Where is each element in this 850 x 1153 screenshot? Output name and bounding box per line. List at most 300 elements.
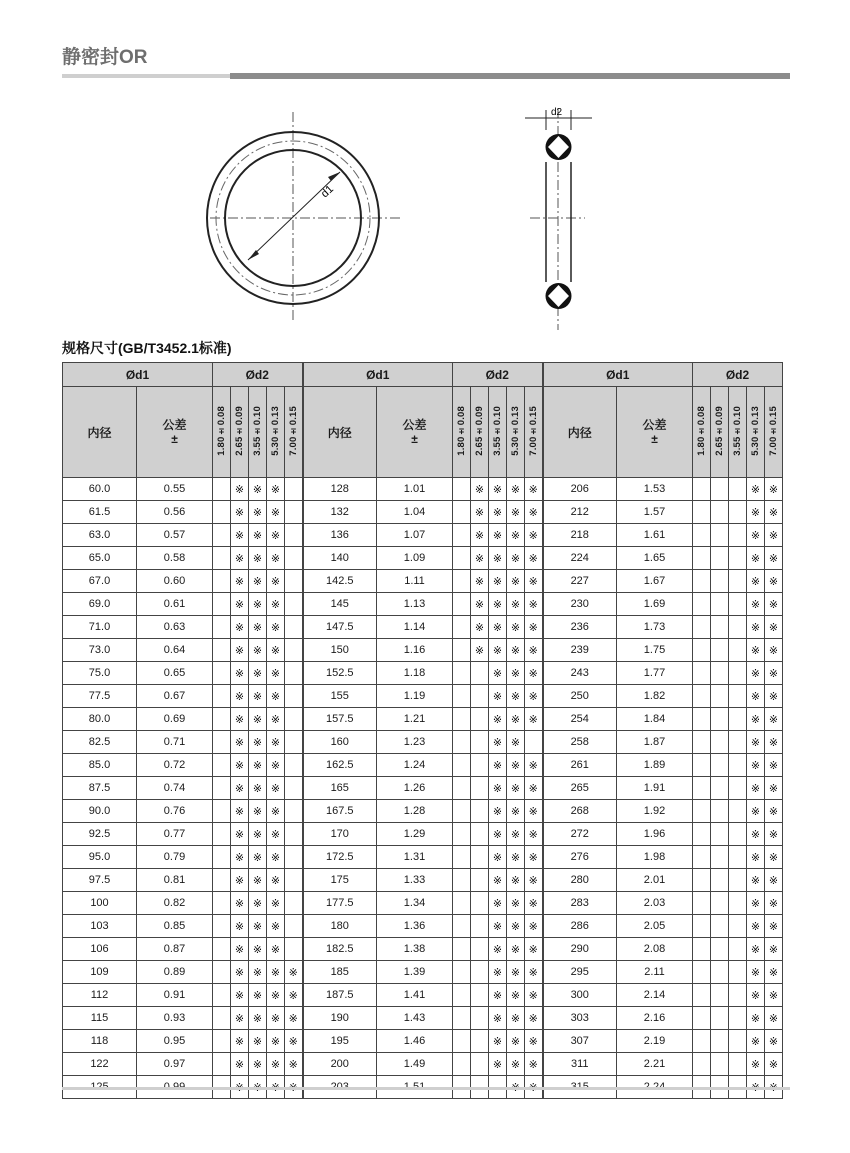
cell-availability-mark — [729, 616, 747, 639]
cell-availability-mark: ※ — [747, 616, 765, 639]
cell-availability-mark: ※ — [507, 524, 525, 547]
cell-inner-diameter: 100 — [63, 892, 137, 915]
cell-availability-mark — [693, 1007, 711, 1030]
header-tolerance — [377, 387, 453, 478]
cell-availability-mark: ※ — [489, 892, 507, 915]
cell-availability-mark: ※ — [747, 1053, 765, 1076]
cell-availability-mark: ※ — [249, 1053, 267, 1076]
cell-availability-mark: ※ — [267, 961, 285, 984]
cell-availability-mark: ※ — [765, 984, 783, 1007]
cell-availability-mark: ※ — [231, 1007, 249, 1030]
header-d2-size — [249, 387, 267, 478]
table-row — [63, 639, 783, 662]
table-row — [63, 547, 783, 570]
cell-availability-mark: ※ — [267, 823, 285, 846]
cell-availability-mark: ※ — [231, 708, 249, 731]
cell-inner-diameter: 300 — [543, 984, 617, 1007]
d2-size-label: 2.65±0.09 — [714, 405, 725, 456]
cell-availability-mark: ※ — [765, 478, 783, 501]
cell-availability-mark: ※ — [231, 639, 249, 662]
cell-availability-mark: ※ — [231, 731, 249, 754]
cell-availability-mark — [213, 524, 231, 547]
header-d2-size — [729, 387, 747, 478]
cell-availability-mark: ※ — [489, 1030, 507, 1053]
cell-inner-diameter: 112 — [63, 984, 137, 1007]
cell-availability-mark: ※ — [525, 616, 543, 639]
cell-availability-mark — [471, 731, 489, 754]
cell-inner-diameter: 118 — [63, 1030, 137, 1053]
cell-availability-mark: ※ — [507, 915, 525, 938]
cell-availability-mark: ※ — [747, 777, 765, 800]
o-ring-diagram — [200, 100, 620, 330]
cell-availability-mark — [525, 731, 543, 754]
tolerance-sign: ± — [411, 432, 418, 446]
cell-availability-mark: ※ — [249, 547, 267, 570]
cell-availability-mark: ※ — [747, 938, 765, 961]
cell-availability-mark: ※ — [507, 685, 525, 708]
cell-availability-mark — [453, 823, 471, 846]
cell-availability-mark: ※ — [765, 708, 783, 731]
cell-availability-mark: ※ — [747, 800, 765, 823]
cell-availability-mark: ※ — [747, 892, 765, 915]
cell-availability-mark: ※ — [489, 938, 507, 961]
cell-tolerance: 1.04 — [377, 501, 453, 524]
cell-inner-diameter: 177.5 — [303, 892, 377, 915]
cell-availability-mark: ※ — [267, 501, 285, 524]
cell-availability-mark: ※ — [507, 639, 525, 662]
header-d1: Ød1 — [543, 363, 693, 387]
cell-inner-diameter: 218 — [543, 524, 617, 547]
cell-tolerance: 1.13 — [377, 593, 453, 616]
d2-size-label: 5.30±0.13 — [750, 405, 761, 456]
cell-inner-diameter: 311 — [543, 1053, 617, 1076]
cell-availability-mark: ※ — [525, 639, 543, 662]
cell-availability-mark: ※ — [249, 593, 267, 616]
cell-availability-mark: ※ — [765, 524, 783, 547]
cell-availability-mark — [471, 708, 489, 731]
cell-availability-mark: ※ — [471, 501, 489, 524]
cell-availability-mark: ※ — [765, 915, 783, 938]
cell-availability-mark: ※ — [765, 685, 783, 708]
cell-tolerance: 0.64 — [137, 639, 213, 662]
cell-availability-mark — [471, 800, 489, 823]
cell-availability-mark: ※ — [507, 961, 525, 984]
section-heading: 规格尺寸(GB/T3452.1标准) — [62, 340, 232, 356]
cell-availability-mark: ※ — [285, 1007, 303, 1030]
cell-availability-mark: ※ — [525, 478, 543, 501]
cell-availability-mark: ※ — [525, 501, 543, 524]
cell-availability-mark — [285, 708, 303, 731]
cell-availability-mark: ※ — [525, 800, 543, 823]
cell-availability-mark — [453, 616, 471, 639]
table-row — [63, 800, 783, 823]
cell-tolerance: 0.67 — [137, 685, 213, 708]
cell-availability-mark: ※ — [231, 685, 249, 708]
cell-availability-mark: ※ — [285, 984, 303, 1007]
cell-inner-diameter: 182.5 — [303, 938, 377, 961]
cell-tolerance: 1.69 — [617, 593, 693, 616]
cell-availability-mark — [729, 501, 747, 524]
cell-tolerance: 0.76 — [137, 800, 213, 823]
cell-availability-mark — [285, 846, 303, 869]
header-d2-size — [231, 387, 249, 478]
cell-tolerance: 0.61 — [137, 593, 213, 616]
cell-availability-mark — [711, 616, 729, 639]
cell-availability-mark: ※ — [489, 501, 507, 524]
cell-availability-mark — [711, 892, 729, 915]
cell-tolerance: 1.82 — [617, 685, 693, 708]
cell-availability-mark: ※ — [249, 478, 267, 501]
cell-availability-mark: ※ — [267, 547, 285, 570]
cell-availability-mark: ※ — [249, 708, 267, 731]
cell-availability-mark: ※ — [231, 547, 249, 570]
cell-availability-mark — [693, 593, 711, 616]
header-tolerance — [617, 387, 693, 478]
cell-availability-mark: ※ — [249, 984, 267, 1007]
cell-availability-mark: ※ — [267, 984, 285, 1007]
cell-availability-mark — [453, 869, 471, 892]
cell-availability-mark — [453, 570, 471, 593]
cell-tolerance: 0.63 — [137, 616, 213, 639]
cell-availability-mark — [471, 1007, 489, 1030]
cell-availability-mark — [711, 501, 729, 524]
cell-inner-diameter: 136 — [303, 524, 377, 547]
cell-inner-diameter: 230 — [543, 593, 617, 616]
cell-tolerance: 0.74 — [137, 777, 213, 800]
cell-inner-diameter: 69.0 — [63, 593, 137, 616]
header-d2-size — [453, 387, 471, 478]
cell-inner-diameter: 82.5 — [63, 731, 137, 754]
cell-availability-mark — [471, 662, 489, 685]
cell-availability-mark — [729, 800, 747, 823]
cell-inner-diameter: 258 — [543, 731, 617, 754]
cell-tolerance: 2.14 — [617, 984, 693, 1007]
tolerance-sign: ± — [651, 432, 658, 446]
cell-tolerance: 1.91 — [617, 777, 693, 800]
cell-tolerance: 1.23 — [377, 731, 453, 754]
cell-availability-mark: ※ — [249, 570, 267, 593]
cell-availability-mark — [729, 846, 747, 869]
header-d2-size — [507, 387, 525, 478]
cell-availability-mark — [471, 915, 489, 938]
cell-tolerance: 0.91 — [137, 984, 213, 1007]
o-ring-section-view — [525, 107, 592, 330]
cell-inner-diameter: 140 — [303, 547, 377, 570]
cell-availability-mark: ※ — [471, 616, 489, 639]
cell-inner-diameter: 63.0 — [63, 524, 137, 547]
cell-availability-mark: ※ — [507, 984, 525, 1007]
cell-availability-mark — [471, 1030, 489, 1053]
cell-tolerance: 0.60 — [137, 570, 213, 593]
cell-availability-mark: ※ — [231, 823, 249, 846]
cell-inner-diameter: 212 — [543, 501, 617, 524]
cell-availability-mark — [693, 731, 711, 754]
cell-availability-mark — [453, 547, 471, 570]
cell-tolerance: 0.93 — [137, 1007, 213, 1030]
cell-availability-mark: ※ — [489, 616, 507, 639]
cell-availability-mark: ※ — [765, 570, 783, 593]
cell-availability-mark: ※ — [267, 1053, 285, 1076]
cell-availability-mark — [213, 823, 231, 846]
cell-availability-mark: ※ — [231, 892, 249, 915]
cell-availability-mark — [711, 570, 729, 593]
cell-availability-mark — [693, 961, 711, 984]
cell-availability-mark: ※ — [267, 915, 285, 938]
cell-availability-mark: ※ — [747, 593, 765, 616]
cell-availability-mark — [453, 961, 471, 984]
cell-availability-mark — [693, 639, 711, 662]
cell-availability-mark — [711, 547, 729, 570]
cell-tolerance: 1.65 — [617, 547, 693, 570]
cell-availability-mark: ※ — [525, 1030, 543, 1053]
cell-availability-mark — [213, 685, 231, 708]
cell-tolerance: 1.18 — [377, 662, 453, 685]
cell-availability-mark: ※ — [489, 547, 507, 570]
cell-availability-mark: ※ — [765, 501, 783, 524]
cell-availability-mark: ※ — [525, 1007, 543, 1030]
cell-availability-mark — [729, 984, 747, 1007]
cell-availability-mark: ※ — [747, 639, 765, 662]
cell-availability-mark — [285, 892, 303, 915]
cell-availability-mark: ※ — [525, 915, 543, 938]
cell-availability-mark — [453, 731, 471, 754]
cell-availability-mark — [453, 685, 471, 708]
table-row — [63, 1007, 783, 1030]
cell-availability-mark: ※ — [525, 869, 543, 892]
header-d2-size — [213, 387, 231, 478]
cell-availability-mark: ※ — [231, 754, 249, 777]
cell-tolerance: 2.08 — [617, 938, 693, 961]
cell-tolerance: 0.89 — [137, 961, 213, 984]
cell-availability-mark — [213, 984, 231, 1007]
header-inner-diameter: 内径 — [543, 387, 617, 478]
cell-availability-mark: ※ — [267, 1007, 285, 1030]
cell-availability-mark: ※ — [507, 1030, 525, 1053]
cell-availability-mark — [729, 1053, 747, 1076]
cell-availability-mark — [285, 823, 303, 846]
d2-size-label: 3.55±0.10 — [252, 405, 263, 456]
cell-tolerance: 0.69 — [137, 708, 213, 731]
cell-tolerance: 1.75 — [617, 639, 693, 662]
cell-availability-mark — [471, 685, 489, 708]
cell-availability-mark — [729, 961, 747, 984]
cell-availability-mark — [285, 593, 303, 616]
cell-availability-mark — [711, 593, 729, 616]
cell-tolerance: 1.34 — [377, 892, 453, 915]
cell-inner-diameter: 67.0 — [63, 570, 137, 593]
cell-availability-mark: ※ — [471, 524, 489, 547]
cell-inner-diameter: 80.0 — [63, 708, 137, 731]
cell-tolerance: 2.05 — [617, 915, 693, 938]
cell-availability-mark: ※ — [747, 478, 765, 501]
cell-availability-mark: ※ — [747, 915, 765, 938]
cell-availability-mark: ※ — [747, 547, 765, 570]
header-tolerance — [137, 387, 213, 478]
cell-availability-mark: ※ — [267, 1030, 285, 1053]
cell-availability-mark: ※ — [231, 938, 249, 961]
cell-availability-mark: ※ — [231, 570, 249, 593]
d2-size-label: 7.00±0.15 — [527, 405, 539, 456]
cell-tolerance: 1.26 — [377, 777, 453, 800]
cell-inner-diameter: 65.0 — [63, 547, 137, 570]
cell-availability-mark — [729, 869, 747, 892]
cell-tolerance: 2.11 — [617, 961, 693, 984]
cell-availability-mark: ※ — [267, 800, 285, 823]
cell-availability-mark: ※ — [507, 593, 525, 616]
cell-availability-mark: ※ — [765, 1007, 783, 1030]
cell-availability-mark — [729, 685, 747, 708]
cell-availability-mark: ※ — [525, 961, 543, 984]
cell-inner-diameter: 250 — [543, 685, 617, 708]
cell-availability-mark — [471, 777, 489, 800]
table-row — [63, 1030, 783, 1053]
cell-inner-diameter: 150 — [303, 639, 377, 662]
cell-availability-mark: ※ — [507, 777, 525, 800]
cell-tolerance: 1.43 — [377, 1007, 453, 1030]
cell-inner-diameter: 224 — [543, 547, 617, 570]
cell-availability-mark — [453, 754, 471, 777]
cell-inner-diameter: 185 — [303, 961, 377, 984]
cell-availability-mark — [471, 1053, 489, 1076]
cell-availability-mark — [213, 731, 231, 754]
spec-table — [62, 362, 783, 1099]
cell-availability-mark — [285, 478, 303, 501]
cell-tolerance: 1.21 — [377, 708, 453, 731]
cell-availability-mark — [693, 846, 711, 869]
cell-inner-diameter: 160 — [303, 731, 377, 754]
cell-availability-mark: ※ — [525, 984, 543, 1007]
tolerance-label: 公差 — [642, 418, 667, 432]
cell-availability-mark — [285, 501, 303, 524]
cell-availability-mark — [711, 1007, 729, 1030]
cell-availability-mark: ※ — [267, 570, 285, 593]
cell-availability-mark — [729, 754, 747, 777]
cell-availability-mark: ※ — [231, 1053, 249, 1076]
cell-availability-mark: ※ — [285, 1030, 303, 1053]
cell-availability-mark — [453, 524, 471, 547]
d2-size-label: 7.00±0.15 — [287, 405, 299, 456]
cell-availability-mark — [729, 570, 747, 593]
cell-availability-mark — [453, 846, 471, 869]
cell-availability-mark — [285, 800, 303, 823]
o-ring-front-view — [207, 112, 400, 320]
cell-availability-mark — [711, 984, 729, 1007]
cell-availability-mark: ※ — [231, 915, 249, 938]
cell-tolerance: 1.73 — [617, 616, 693, 639]
cell-availability-mark — [729, 777, 747, 800]
table-row — [63, 823, 783, 846]
cell-availability-mark: ※ — [525, 593, 543, 616]
cell-availability-mark — [693, 938, 711, 961]
cell-tolerance: 0.97 — [137, 1053, 213, 1076]
cell-availability-mark — [285, 547, 303, 570]
cell-availability-mark — [285, 869, 303, 892]
cell-availability-mark: ※ — [525, 823, 543, 846]
table-row — [63, 777, 783, 800]
cell-availability-mark: ※ — [747, 662, 765, 685]
header-d2-size — [765, 387, 783, 478]
cell-inner-diameter: 200 — [303, 1053, 377, 1076]
cell-availability-mark: ※ — [489, 777, 507, 800]
cell-availability-mark: ※ — [489, 685, 507, 708]
cell-tolerance: 1.67 — [617, 570, 693, 593]
cell-availability-mark: ※ — [507, 547, 525, 570]
cell-tolerance: 1.16 — [377, 639, 453, 662]
cell-availability-mark: ※ — [525, 1053, 543, 1076]
cell-availability-mark: ※ — [231, 501, 249, 524]
cell-inner-diameter: 227 — [543, 570, 617, 593]
cell-availability-mark: ※ — [747, 823, 765, 846]
cell-availability-mark — [711, 777, 729, 800]
cell-availability-mark: ※ — [765, 1053, 783, 1076]
cell-availability-mark — [453, 777, 471, 800]
cell-availability-mark: ※ — [747, 754, 765, 777]
cell-tolerance: 2.16 — [617, 1007, 693, 1030]
cell-tolerance: 0.85 — [137, 915, 213, 938]
header-d2-size — [711, 387, 729, 478]
cell-availability-mark — [213, 708, 231, 731]
cell-availability-mark — [285, 915, 303, 938]
cell-availability-mark: ※ — [267, 708, 285, 731]
cell-availability-mark: ※ — [489, 1007, 507, 1030]
cell-availability-mark — [693, 524, 711, 547]
cell-availability-mark: ※ — [525, 892, 543, 915]
cell-tolerance: 2.19 — [617, 1030, 693, 1053]
cell-availability-mark — [213, 639, 231, 662]
cell-tolerance: 2.01 — [617, 869, 693, 892]
cell-tolerance: 0.79 — [137, 846, 213, 869]
cell-availability-mark — [711, 869, 729, 892]
cell-availability-mark: ※ — [489, 915, 507, 938]
cell-availability-mark: ※ — [747, 984, 765, 1007]
title-underline-dark — [230, 73, 790, 79]
table-row — [63, 1053, 783, 1076]
cell-inner-diameter: 95.0 — [63, 846, 137, 869]
cell-availability-mark: ※ — [249, 915, 267, 938]
cell-availability-mark: ※ — [267, 731, 285, 754]
cell-availability-mark — [471, 823, 489, 846]
cell-availability-mark — [453, 478, 471, 501]
cell-availability-mark — [693, 754, 711, 777]
cell-availability-mark — [711, 662, 729, 685]
table-row — [63, 754, 783, 777]
cell-availability-mark — [453, 1053, 471, 1076]
cell-availability-mark: ※ — [267, 639, 285, 662]
cell-availability-mark — [693, 892, 711, 915]
cell-availability-mark — [693, 869, 711, 892]
cell-availability-mark: ※ — [525, 685, 543, 708]
cell-availability-mark: ※ — [765, 777, 783, 800]
cell-tolerance: 1.09 — [377, 547, 453, 570]
cell-availability-mark: ※ — [249, 777, 267, 800]
cell-availability-mark: ※ — [765, 823, 783, 846]
cell-inner-diameter: 147.5 — [303, 616, 377, 639]
cell-tolerance: 1.11 — [377, 570, 453, 593]
cell-inner-diameter: 165 — [303, 777, 377, 800]
cell-availability-mark: ※ — [489, 984, 507, 1007]
header-d2-size — [471, 387, 489, 478]
cell-availability-mark — [213, 754, 231, 777]
cell-availability-mark — [285, 754, 303, 777]
cell-availability-mark — [729, 662, 747, 685]
cell-availability-mark — [711, 915, 729, 938]
cell-availability-mark — [213, 800, 231, 823]
cell-availability-mark — [693, 685, 711, 708]
cell-availability-mark — [729, 823, 747, 846]
cell-availability-mark — [213, 961, 231, 984]
cell-availability-mark — [711, 639, 729, 662]
cell-availability-mark: ※ — [747, 524, 765, 547]
